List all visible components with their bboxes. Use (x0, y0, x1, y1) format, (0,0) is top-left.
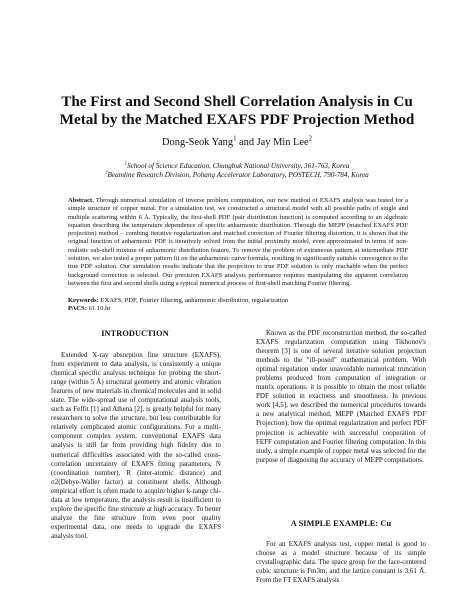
example-column (256, 540, 426, 585)
abstract-text: Through numerical simulation of inverse problem computation, our new method of EXAFS analysis was tested for a simple structure of copper metal. For a simulation test, we constructed a structural model with all possible paths of single and multiple scattering within 6 Å. Typically, the first-shell PDF (pair distribution function) is computed according to an algebraic equation describing the temperature dependence of specific anharmonic distribution. Through the MEPP (matched EXAFS PDF projection) method – combing iterative regularization and matched correction of Fourier filtering distortion, it is shown that the original function of anharmonic PDF is iteratively solved from the initial proximity model, even approximated in terms of non-realistic sub-shell mixture of anharmonic distribution feature. To remove the problem of extraneous pattern at intermediate PDF solution, we also tested a proper pattern fit on the anharmonic curve formula, resulting in significantly suitable convergence to the true PDF solution. Our simulation results indicate that the projection to true PDF solution is only reachable when the perfect background correction is selected. Our precision EXAFS analysis performance requires manipulating the apparent correlation between the first and second shells using a typical numerical process of first-shell matching Fourier filtering. (68, 197, 408, 287)
author-affil-marker: 1 (233, 135, 237, 143)
affil-marker: 1 (124, 161, 127, 167)
keywords-line (68, 297, 408, 305)
affiliation-1 (60, 162, 414, 171)
pacs-label: PACS: (68, 305, 87, 313)
title-line-2: Metal by the Matched EXAFS PDF Projection Method (59, 111, 415, 128)
keywords-text: EXAFS, PDF, Fourier filtering, anharmonic distribution, regularization (98, 297, 289, 304)
keywords-label: Keywords: (68, 297, 99, 304)
column-right (256, 329, 426, 465)
paper-title (40, 93, 434, 129)
affiliation-2 (60, 171, 414, 180)
keywords-block (68, 297, 408, 314)
section-heading-introduction: INTRODUCTION (101, 329, 169, 338)
example-paragraph: For an EXAFS analysis test, copper metal is good to choose as a model structure because of its simple crystallographic data. The space group for the face-centered cubic structure is Fm3m, and the lattice constant is 3.61 Å. From the FT EXAFS analysis (256, 540, 426, 585)
title-line-1: The First and Second Shell Correlation Analysis in Cu (61, 93, 413, 110)
pacs-line (68, 305, 408, 313)
abstract-label: Abstract. (68, 197, 94, 204)
affiliations (60, 162, 414, 180)
affil-marker: 2 (105, 170, 108, 176)
author-name: Dong-Seok Yang (162, 137, 234, 148)
author-line (40, 136, 434, 149)
section-heading-example: A SIMPLE EXAMPLE: Cu (290, 519, 392, 528)
affil-text: Beamline Research Division, Pohang Accelerator Laboratory, POSTECH, 790-784, Korea (107, 171, 369, 179)
affil-text: School of Science Education, Chungbuk National University, 361-763, Korea (127, 162, 350, 170)
author-affil-marker: 2 (308, 135, 312, 143)
abstract (68, 197, 408, 288)
column-left (51, 351, 221, 541)
intro-paragraph: Extended X-ray absorption fine structure (EXAFS), from experiment to data analysis, is consistently a unique chemical specific analysis technique for probing the short-range (within 5 Å) structural geometry and atomic vibration features of new materials in chemical molecules and in solid state. The wide-spread use of computational analysis tools, such as Feffit [1] and Athena [2], is greatly helpful for many researchers to solve the structure, but less contributable for relatively complicated atomic configurations. For a multi-component complex system, conventional EXAFS data analysis is still far from providing high fidelity due to numerical difficulties associated with the so-called cross-correlation uncertainty of EXAFS fitting parameters, N (coordination number), R (inter-atomic distance) and σ2(Debye-Waller factor) at constituent shells. Although empirical effort is often made to acquire higher k-range chi-data at low temperature, the analysis result is insufficient to explore the specific fine structure at high accuracy. To better analyze the fine structure from even poor quality experimental data, one needs to upgrade the EXAFS analysis tool. (51, 351, 221, 540)
pacs-text: 61.10.ht (86, 305, 111, 313)
right-paragraph: Known as the PDF reconstruction method, the so-called EXAFS regularization computation using Tikhonov's theorem [3] is one of several iterative solution projection methods to the "ill-posed" mathematical problem. With optimal regulation under unavoidable numerical truncation problems produced from computation of integration or matrix operations, it is possible to obtain the most reliable PDF solution in exactness and smoothness. In previous work [4,5], we described the numerical procedures towards a new analytical method, MEPP (Matched EXAFS PDF Projection); how the optimal regularization and perfect PDF projection is achievable with successful cooperation of FEFF computation and Fourier filtering computation. In this study, a simple example of copper metal was selected for the purpose of diagnosing the accuracy of MEPP computations. (256, 329, 427, 464)
author-separator: and Jay Min Lee (236, 137, 309, 148)
